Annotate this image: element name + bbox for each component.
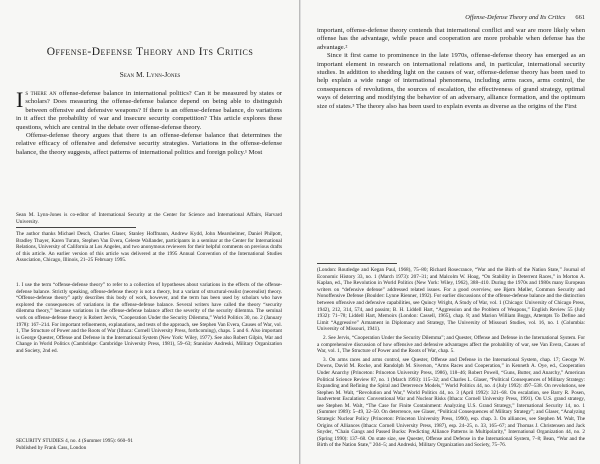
drop-cap: I (16, 87, 24, 112)
intro-paragraph (16, 87, 282, 132)
author-bio: Sean M. Lynn-Jones is co-editor of International Security at the Center for Science and International Affairs, Harvard University. (16, 212, 282, 225)
footnote-3: 3. On arms races and arms control, see Quester, Offense and Defense in the International System, chap. 17; George W. Downs, David M. Rocke, and Randolph M. Siverson, “Arms Races and Cooperation,” in Kenneth A. Oye, ed., Cooperation Under Anarchy (Princeton: Princeton University Press, 1986), 118–46; Robert Powell, “Guns, Butter, and Anarchy,” American Political Science Review 87, no. 1 (March 1993): 115–32; and Charles L. Glaser, “Political Consequences of Military Strategy: Expanding and Refining the Spiral and Deterrence Models,” World Politics 44, no. 4 (July 1992): 497–538. On revolutions, see Stephen M. Walt, “Revolution and War,” World Politics 44, no. 3 (April 1992): 321–68. On escalation, see Barry R. Posen, Inadvertent Escalation: Conventional War and Nuclear Risks (Ithaca: Cornell University Press, 1991). On U.S. grand strategy, see Stephen M. Walt, “The Case for Finite Containment: Analyzing U.S. Grand Strategy,” International Security 14, no. 1 (Summer 1989): 5–49, 32–50. On deterrence, see Glaser, “Political Consequences of Military Strategy”; and Glaser, “Analyzing Strategic Nuclear Policy (Princeton: Princeton University Press, 1990), esp. chap. 3. On alliances, see Stephen M. Walt, The Origins of Alliances (Ithaca: Cornell University Press, 1987), esp. 24–25, n. 33, 165–67; and Thomas J. Christensen and Jack Snyder, “Chain Gangs and Passed Bucks: Predicting Alliance Patterns in Multipolarity,” International Organization 44, no. 2 (Spring 1990): 137–68. On state size, see Quester, Offense and Defense in the International System, 7–8; Bean, “War and the Birth of the Nation State,” 204–5; and Andreski, Military Organization and Society, 75–76. (317, 356, 585, 449)
running-head-title: Offense-Defense Theory and Its Critics (465, 14, 566, 21)
article-author: Sean M. Lynn-Jones (119, 70, 181, 79)
footnote-rule (317, 263, 397, 264)
right-body (317, 27, 585, 111)
left-page (0, 0, 299, 464)
right-paragraph-1: important, offense-defense theory contends that international conflict and war are more likely when offense has the advantage, while peace and cooperation are more probable when defense has the advantage.² (317, 27, 585, 51)
right-paragraph-2: Since it first came to prominence in the late 1970s, offense-defense theory has emerged as an important element in research on international relations and, in particular, international security studies. In addition to shedding light on the causes of war, offense-defense theory has been used to help explain a wide range of international phenomena, including arms races, arms control, the consequences of revolutions, the sources of escalation, the effectiveness of grand strategy, optimal ways of deterring and modifying the behavior of an adversary, alliance formation, and the optimum size of states.³ The theory also has been used to explain events as diverse as the origins of the First (317, 52, 585, 110)
bio-rule (16, 227, 136, 228)
intro-text: offense-defense balance in international politics? Can it be measured by states or scholars? Does measuring the offense-defense balance depend on being able to distinguish between offensive and defensive weapons? If there is an offense-defense balance, do variations in it affect the probability of war and insecure security competition? This article explores these questions, which are central in the debate over offense-defense theory. (16, 90, 282, 131)
footnote-2: 2. See Jervis, “Cooperation Under the Security Dilemma”; and Quester, Offense and Defense in the International System. For a comprehensive discussion of how offensive and defensive advantages affect the probability of war, see Van Evera, Causes of War, vol. 1, The Structure of Power and the Roots of War, chap. 5. (317, 334, 585, 355)
journal-citation (16, 438, 282, 451)
publisher-line: Published by Frank Cass, London (16, 444, 87, 451)
acknowledgements: The author thanks Michael Desch, Charles Glaser, Stanley Hoffmann, Andrew Kydd, John Mearsheimer, Daniel Philpott, Bradley Thayer, Karen Turato, Stephen Van Evera, Celeste Wallander, participants in a seminar at the Center for International Relations, University of California at Los Angeles, and two anonymous reviewers for their helpful comments on previous drafts of this article. An earlier version of this article was delivered at the 1995 Annual Convention of the International Studies Association, Chicago, Illinois, 21–25 February 1995. (16, 231, 282, 264)
right-page (301, 0, 600, 464)
paragraph-2: Offense-defense theory argues that there is an offense-defense balance that determines the relative efficacy of offensive and defensive security strategies. Variations in the offense-defense balance, the theory suggests, affect patterns of international politics and foreign policy.¹ Most (16, 132, 282, 156)
footnote-continuation: (London: Routledge and Kegan Paul, 1968), 75–80; Richard Rosecrance, “War and the Birth of the Nation State,” Journal of Economic History 33, no. 1 (March 1973): 207–31; and Malcolm W. Hoag, “On Stability in Deterrent Races,” in Morton A. Kaplan, ed., The Revolution in World Politics (New York: Wiley, 1962), 388–410. During the 1970s and 1980s many European writers on “defensive defense” addressed related issues. For a good overview, see Bjørn Møller, Common Security and Nonoffensive Defense (Boulder: Lynne Rienner, 1992). For earlier discussions of the offense-defense balance and the distinction between offensive and defensive capabilities, see Quincy Wright, A Study of War, vol. 1 (Chicago: University of Chicago Press, 1942), 212, 314, 574, and passim; B. H. Liddell Hart, “Aggression and the Problem of Weapons,” English Review 55 (July 1932): 71–78; Liddell Hart, Memoirs (London: Cassell, 1965), chap. 8; and Marion William Boggs, Attempts To Define and Limit “Aggressive” Armament in Diplomacy and Strategy, The University of Missouri Studies, vol. 16, no. 1 (Columbia: University of Missouri, 1941). (317, 267, 585, 333)
page-number: 661 (575, 14, 585, 21)
intro-caps: s there an (25, 90, 57, 97)
running-head (317, 14, 585, 21)
left-body (16, 87, 282, 157)
right-footnotes (317, 263, 585, 451)
footnote-1: 1. I use the term “offense-defense theory” to refer to a collection of hypotheses about variations in the effects of the offense-defense balance. Strictly speaking, offense-defense theory is not a theory, but a variant of structural-realist (neorealist) theory. “Offense-defense theory” aptly describes this body of work, however, and the term has been used by scholars who have explored the consequences of variations in the offense-defense balance. Several writers have called the theory “security dilemma theory,” because variations in the offense-defense balance affect the severity of the security dilemma. The seminal work on offense-defense theory is Robert Jervis, “Cooperation Under the Security Dilemma,” World Politics 30, no. 2 (January 1978): 167–214. For important refinements, explanations, and tests of the approach, see Stephen Van Evera, Causes of War, vol. 1, The Structure of Power and the Roots of War (Ithaca: Cornell University Press, forthcoming), chaps. 5 and 6. Also important is George Quester, Offense and Defense in the International System (New York: Wiley, 1977). See also Robert Gilpin, War and Change in World Politics (Cambridge: Cambridge University Press, 1981), 59–63; Stanislav Andreski, Military Organization and Society, 2nd ed. (16, 282, 282, 354)
article-title: Offense-Defense Theory and Its Critics (46, 46, 254, 58)
journal-issue: SECURITY STUDIES 4, no. 4 (Summer 1995): 660–91 (16, 438, 133, 444)
